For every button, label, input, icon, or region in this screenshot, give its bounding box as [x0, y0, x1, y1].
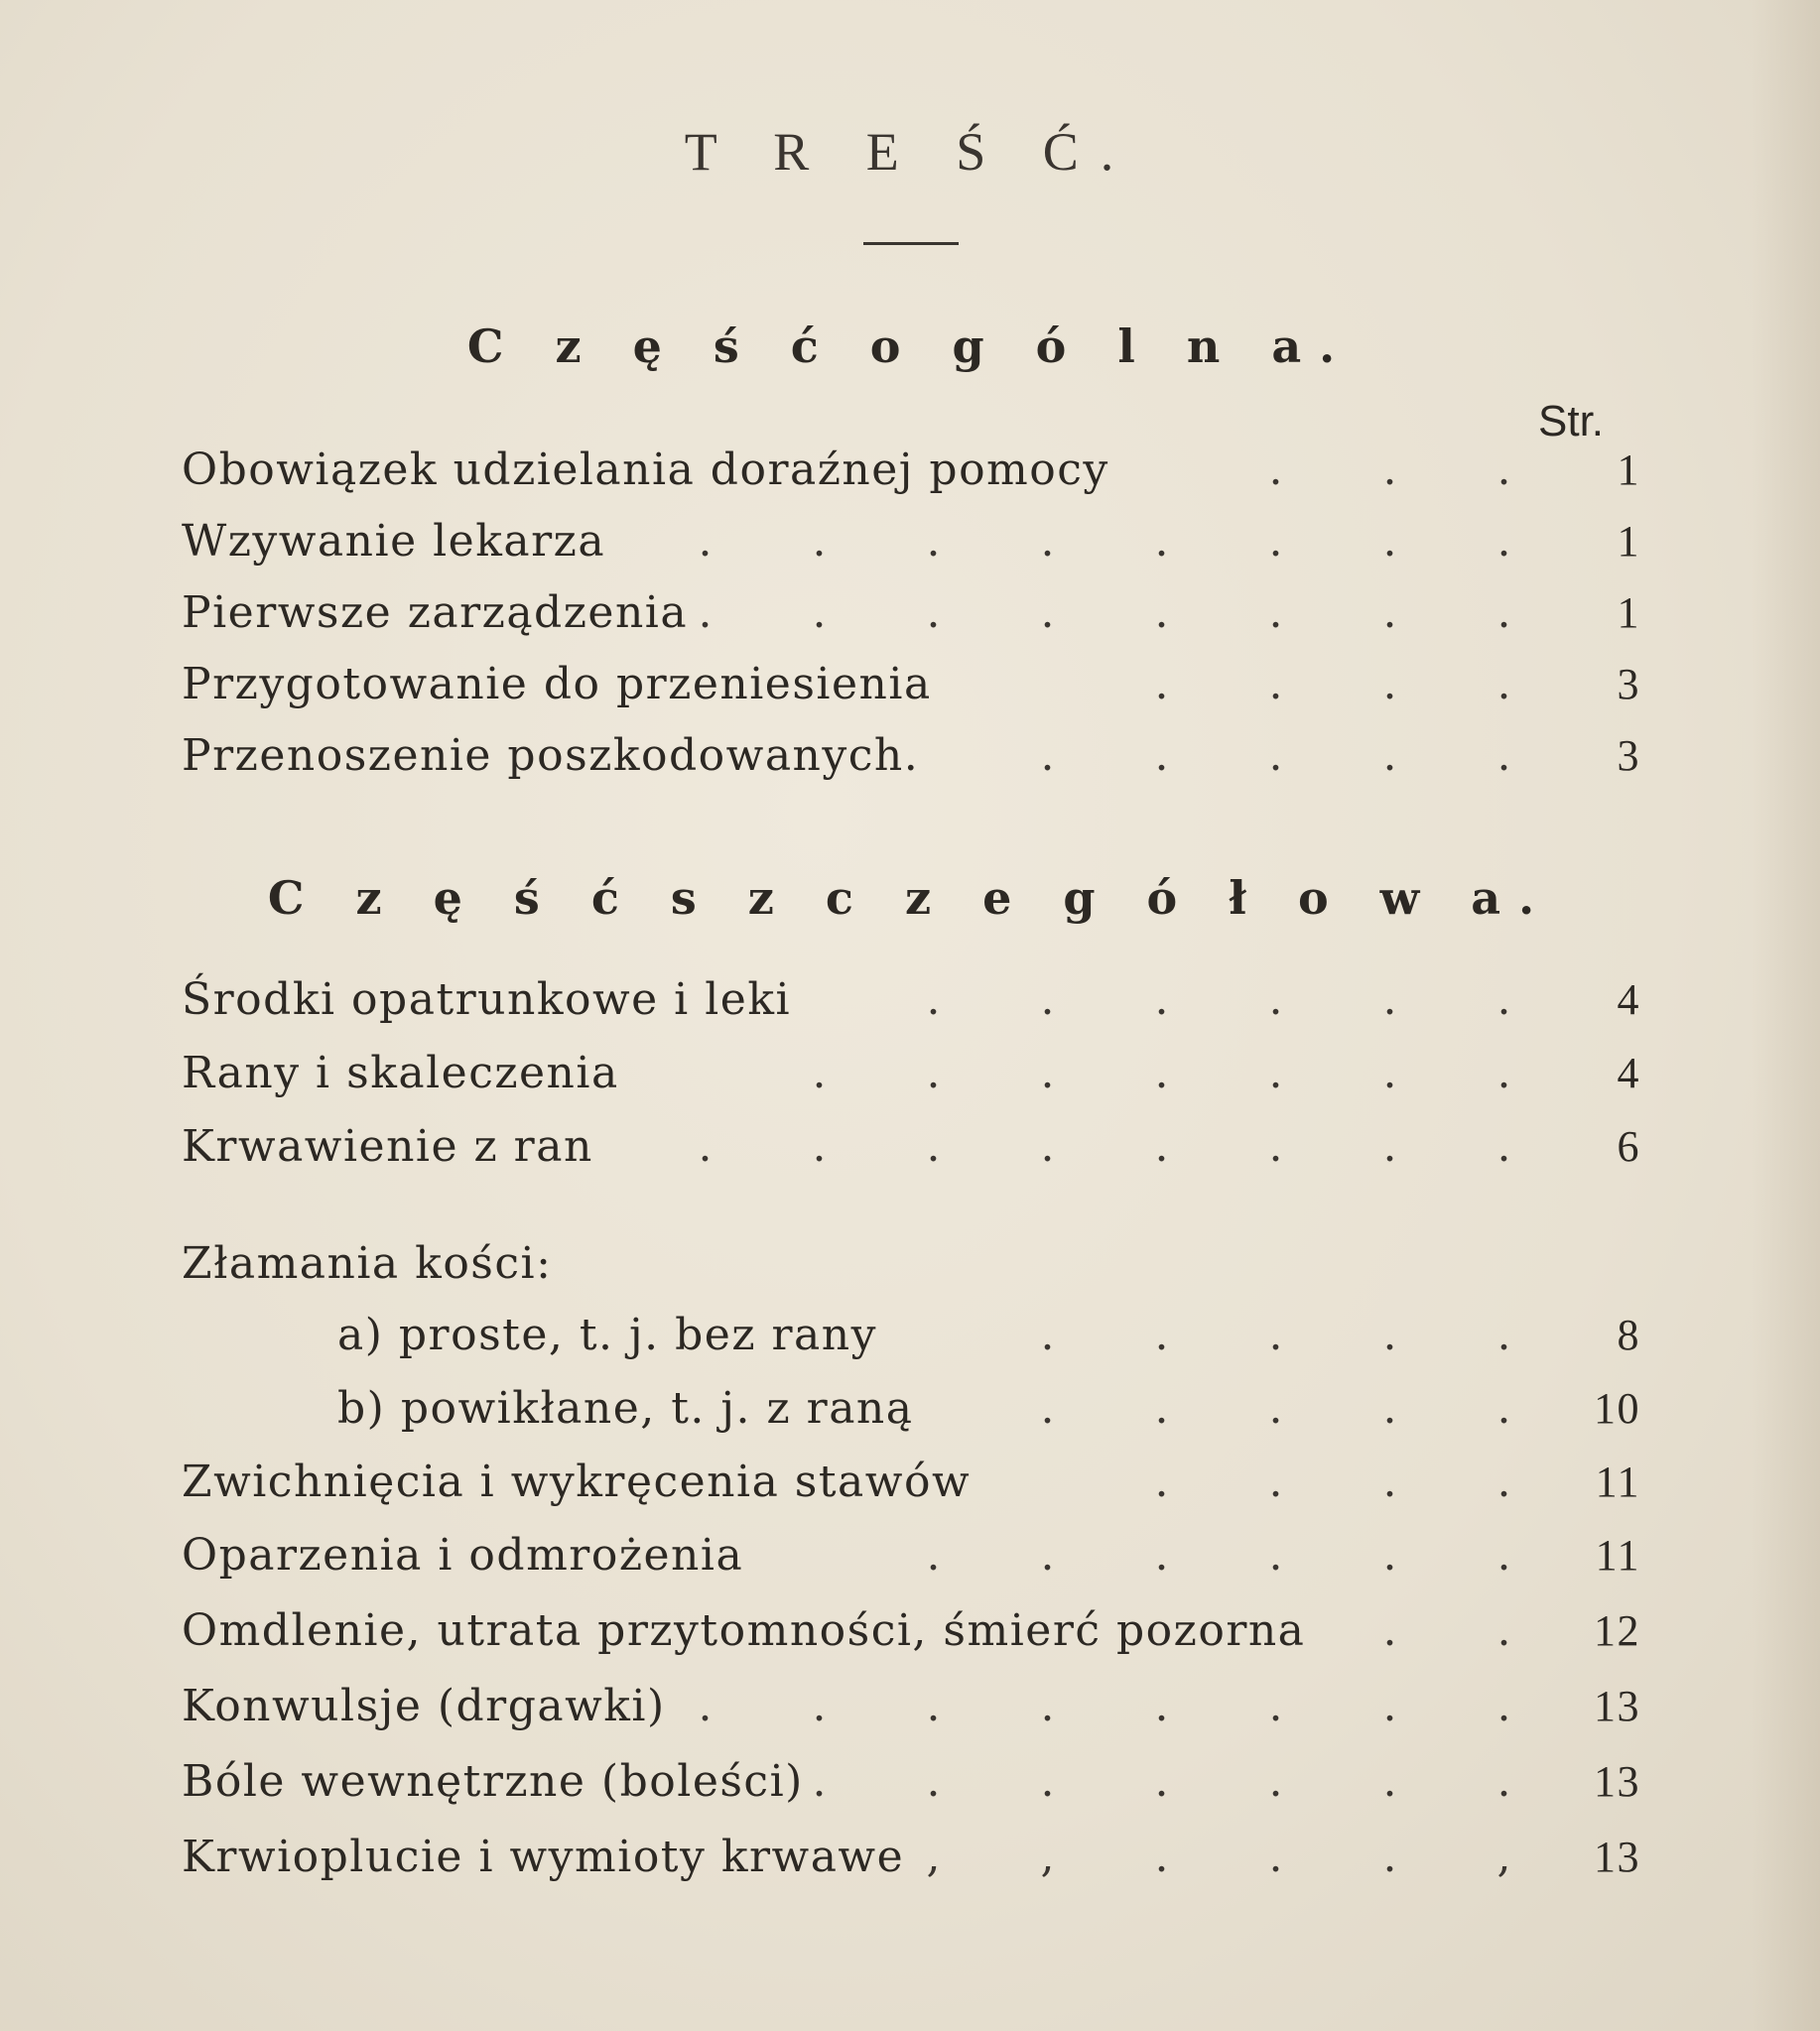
toc-entry-page: 10 — [1594, 1384, 1640, 1433]
leader-dots: . . . . . . . . — [698, 1121, 1511, 1172]
toc-entry — [182, 655, 1640, 714]
leader-dots: . . . . . . . — [812, 1756, 1511, 1807]
toc-entry-page: 1 — [1617, 445, 1640, 494]
toc-entry-label: a) proste, t. j. bez rany — [337, 1310, 877, 1360]
leader-dots: . . . . . . . — [812, 1048, 1511, 1098]
leader-dots: . . . . . . — [926, 974, 1511, 1025]
toc-entry-page: 4 — [1617, 1049, 1640, 1097]
section-heading-general: C z ę ś ć o g ó l n a. — [466, 319, 1354, 373]
leader-dots: . . . . . . . . — [698, 587, 1511, 638]
toc-entry — [182, 1453, 1640, 1512]
toc-entry-page: 13 — [1594, 1757, 1640, 1806]
toc-entry-page: 13 — [1594, 1833, 1640, 1881]
leader-dots: . . . . . . . . — [698, 1681, 1511, 1731]
toc-entry-label: Przenoszenie poszkodowanych. — [182, 730, 920, 781]
toc-entry-label: Omdlenie, utrata przytomności, śmierć pozorna — [182, 1605, 1306, 1656]
toc-entry-label: Złamania kości: — [182, 1238, 553, 1289]
toc-entry — [182, 1526, 1640, 1586]
page-edge-shadow — [1751, 0, 1820, 2031]
toc-entry-label: Rany i skaleczenia — [182, 1048, 619, 1098]
toc-entry-page: 6 — [1617, 1122, 1640, 1171]
toc-entry-label: Pierwsze zarządzenia — [182, 587, 689, 638]
toc-entry — [182, 1044, 1640, 1103]
toc-entry — [182, 1117, 1640, 1177]
toc-entry — [182, 970, 1640, 1030]
toc-entry — [182, 1677, 1640, 1736]
leader-dots: . . . . . — [1040, 730, 1511, 781]
toc-entry-label: Krwioplucie i wymioty krwawe — [182, 1832, 905, 1882]
toc-entry-page: 3 — [1617, 660, 1640, 708]
leader-dots: . . . . . . — [926, 1530, 1511, 1581]
toc-entry-page: 12 — [1594, 1606, 1640, 1655]
toc-entry-page: 13 — [1594, 1682, 1640, 1730]
toc-entry — [182, 1601, 1640, 1661]
toc-entry-label: Obowiązek udzielania doraźnej pomocy — [182, 444, 1109, 495]
toc-entry-label: Zwichnięcia i wykręcenia stawów — [182, 1457, 972, 1507]
toc-entry-page: 1 — [1617, 517, 1640, 566]
toc-entry-label: b) powikłane, t. j. z raną — [337, 1383, 914, 1434]
toc-entry — [182, 726, 1640, 786]
toc-entry — [182, 441, 1640, 500]
toc-entry — [182, 583, 1640, 643]
toc-group-heading — [182, 1234, 1640, 1294]
toc-entry — [337, 1379, 1640, 1439]
leader-dots: , , . . . , — [926, 1832, 1511, 1882]
toc-entry — [182, 512, 1640, 571]
title-rule — [863, 242, 959, 245]
toc-entry — [182, 1828, 1640, 1887]
leader-dots: . . . . — [1154, 659, 1511, 709]
leader-dots: . . — [1382, 1605, 1511, 1656]
toc-entry-label: Krwawienie z ran — [182, 1121, 593, 1172]
toc-entry-page: 11 — [1595, 1458, 1640, 1506]
toc-entry-label: Przygotowanie do przeniesienia — [182, 659, 932, 709]
toc-entry-label: Bóle wewnętrzne (boleści) — [182, 1756, 804, 1807]
leader-dots: . . . — [1268, 444, 1511, 495]
section-heading-specific: C z ę ś ć s z c z e g ó ł o w a. — [267, 871, 1553, 925]
toc-entry-page: 3 — [1617, 731, 1640, 780]
toc-entry-page: 11 — [1595, 1531, 1640, 1580]
leader-dots: . . . . . — [1040, 1383, 1511, 1434]
toc-entry-page: 1 — [1617, 588, 1640, 637]
toc-entry — [337, 1306, 1640, 1365]
leader-dots: . . . . — [1154, 1457, 1511, 1507]
leader-dots: . . . . . . . . — [698, 516, 1511, 567]
toc-entry — [182, 1752, 1640, 1812]
page-column-label: Str. — [1538, 397, 1605, 445]
toc-entry-label: Wzywanie lekarza — [182, 516, 606, 567]
leader-dots: . . . . . — [1040, 1310, 1511, 1360]
toc-entry-label: Środki opatrunkowe i leki — [182, 974, 792, 1025]
contents-title: T R E Ś Ć. — [684, 122, 1136, 182]
toc-entry-label: Konwulsje (drgawki) — [182, 1681, 666, 1731]
toc-entry-label: Oparzenia i odmrożenia — [182, 1530, 744, 1581]
toc-entry-page: 8 — [1617, 1311, 1640, 1359]
toc-entry-page: 4 — [1617, 975, 1640, 1024]
